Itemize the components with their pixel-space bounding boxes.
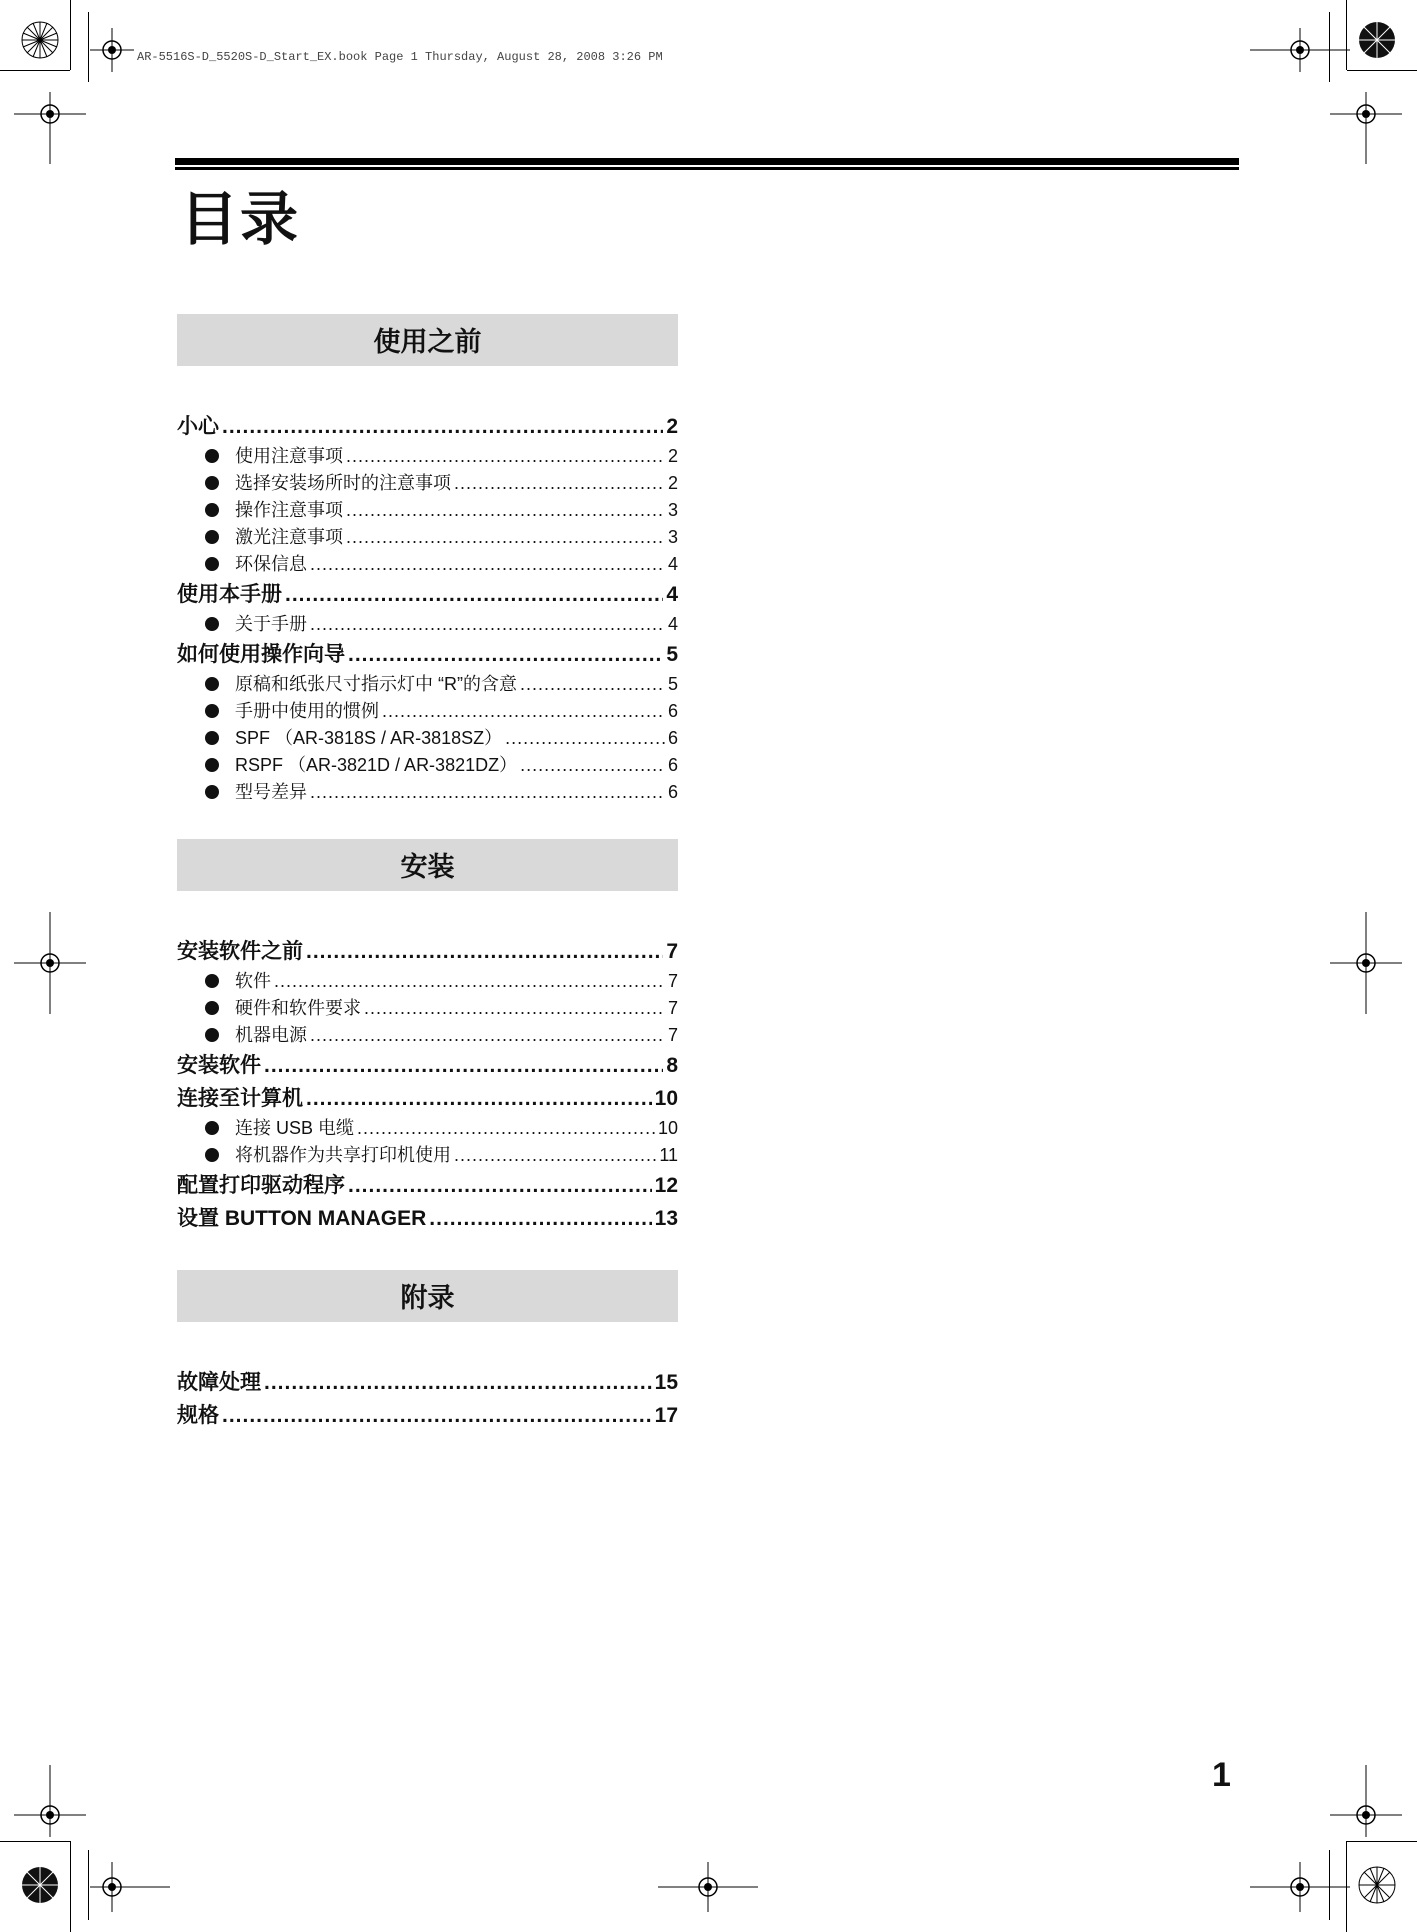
bullet-icon [205, 449, 219, 463]
entry-label: 连接 USB 电缆 [235, 1118, 355, 1138]
crosshair-icon [658, 1862, 758, 1912]
crosshair-icon [14, 1765, 86, 1837]
toc-section [177, 1270, 678, 1432]
bullet-icon [205, 1121, 219, 1135]
bullet-icon [205, 677, 219, 691]
dot-leader [429, 1202, 651, 1235]
entry-page: 15 [654, 1371, 678, 1394]
entry-label: 环保信息 [235, 554, 307, 574]
registration-target-icon [1357, 1865, 1397, 1905]
dot-leader [505, 725, 665, 752]
bullet-icon [205, 503, 219, 517]
toc-entry[interactable] [177, 1366, 678, 1399]
table-of-contents [177, 314, 678, 1432]
dot-leader [310, 1022, 665, 1049]
toc-entry[interactable] [177, 1202, 678, 1235]
dot-leader [264, 1366, 652, 1399]
section-heading: 使用之前 [177, 314, 678, 366]
dot-leader [310, 551, 665, 578]
dot-leader [310, 611, 665, 638]
entry-label: 设置 BUTTON MANAGER [177, 1207, 427, 1230]
dot-leader [348, 1169, 652, 1202]
bullet-icon [205, 731, 219, 745]
toc-entry[interactable] [177, 1082, 678, 1115]
entry-page: 6 [667, 701, 678, 721]
dot-leader [364, 995, 665, 1022]
toc-entry[interactable] [177, 779, 678, 806]
toc-entry[interactable] [177, 410, 678, 443]
dot-leader [454, 470, 665, 497]
toc-entry[interactable] [177, 1399, 678, 1432]
entry-label: 将机器作为共享打印机使用 [235, 1145, 451, 1165]
entry-page: 8 [666, 1054, 678, 1077]
entry-page: 7 [666, 940, 678, 963]
title-rule-thin [175, 167, 1239, 170]
dot-leader [520, 671, 665, 698]
bullet-icon [205, 1148, 219, 1162]
toc-entry[interactable] [177, 1049, 678, 1082]
bullet-icon [205, 557, 219, 571]
entry-label: 激光注意事项 [235, 527, 343, 547]
crosshair-icon [14, 912, 86, 1014]
entry-page: 11 [659, 1145, 678, 1165]
entry-page: 4 [666, 583, 678, 606]
bullet-icon [205, 617, 219, 631]
dot-leader [285, 578, 663, 611]
title-rule-thick [175, 158, 1239, 165]
dot-leader [382, 698, 665, 725]
toc-entry[interactable] [177, 578, 678, 611]
dot-leader [222, 1399, 652, 1432]
dot-leader [306, 935, 663, 968]
section-entries [177, 366, 678, 806]
toc-entry[interactable] [177, 1022, 678, 1049]
entry-label: 型号差异 [235, 782, 307, 802]
registration-target-icon [1357, 20, 1397, 60]
section-heading: 安装 [177, 839, 678, 891]
dot-leader [306, 1082, 652, 1115]
entry-label: 如何使用操作向导 [177, 643, 345, 666]
toc-entry[interactable] [177, 1115, 678, 1142]
entry-page: 7 [667, 998, 678, 1018]
crosshair-icon [1330, 912, 1402, 1014]
entry-page: 4 [667, 554, 678, 574]
section-entries [177, 891, 678, 1235]
toc-entry[interactable] [177, 725, 678, 752]
entry-page: 6 [667, 755, 678, 775]
toc-entry[interactable] [177, 497, 678, 524]
entry-page: 6 [667, 728, 678, 748]
toc-entry[interactable] [177, 638, 678, 671]
toc-entry[interactable] [177, 935, 678, 968]
toc-entry[interactable] [177, 968, 678, 995]
entry-label: RSPF （AR-3821D / AR-3821DZ） [235, 755, 518, 775]
toc-entry[interactable] [177, 698, 678, 725]
bullet-icon [205, 758, 219, 772]
entry-label: 使用注意事项 [235, 446, 343, 466]
crosshair-icon [1330, 92, 1402, 164]
dot-leader [348, 638, 663, 671]
toc-entry[interactable] [177, 524, 678, 551]
entry-label: 规格 [177, 1404, 219, 1427]
entry-label: 连接至计算机 [177, 1087, 303, 1110]
crosshair-icon [90, 1862, 170, 1912]
registration-target-icon [20, 20, 60, 60]
entry-page: 4 [667, 614, 678, 634]
entry-page: 2 [667, 473, 678, 493]
entry-label: 硬件和软件要求 [235, 998, 361, 1018]
toc-entry[interactable] [177, 470, 678, 497]
entry-page: 5 [666, 643, 678, 666]
bullet-icon [205, 1028, 219, 1042]
entry-label: 安装软件之前 [177, 940, 303, 963]
entry-label: 软件 [235, 971, 271, 991]
section-entries [177, 1322, 678, 1432]
crosshair-icon [14, 92, 86, 164]
entry-page: 2 [667, 446, 678, 466]
entry-label: 安装软件 [177, 1054, 261, 1077]
entry-page: 13 [654, 1207, 678, 1230]
bullet-icon [205, 704, 219, 718]
toc-entry[interactable] [177, 1169, 678, 1202]
section-heading: 附录 [177, 1270, 678, 1322]
page-number: 1 [1212, 1756, 1231, 1794]
registration-target-icon [20, 1865, 60, 1905]
toc-entry[interactable] [177, 995, 678, 1022]
dot-leader [274, 968, 665, 995]
dot-leader [310, 779, 665, 806]
entry-label: 机器电源 [235, 1025, 307, 1045]
entry-label: 配置打印驱动程序 [177, 1174, 345, 1197]
toc-entry[interactable] [177, 611, 678, 638]
toc-entry[interactable] [177, 1142, 678, 1169]
crosshair-icon [1250, 28, 1350, 72]
crosshair-icon [1250, 1862, 1350, 1912]
bullet-icon [205, 476, 219, 490]
entry-page: 3 [667, 500, 678, 520]
toc-section [177, 839, 678, 1235]
entry-label: 选择安装场所时的注意事项 [235, 473, 451, 493]
entry-page: 10 [657, 1118, 678, 1138]
crosshair-icon [90, 28, 134, 72]
entry-label: 使用本手册 [177, 583, 282, 606]
toc-section [177, 314, 678, 806]
bullet-icon [205, 974, 219, 988]
entry-page: 5 [667, 674, 678, 694]
entry-label: 故障处理 [177, 1371, 261, 1394]
toc-entry[interactable] [177, 752, 678, 779]
bullet-icon [205, 1001, 219, 1015]
dot-leader [520, 752, 665, 779]
toc-entry[interactable] [177, 443, 678, 470]
dot-leader [346, 524, 665, 551]
entry-label: 小心 [177, 415, 219, 438]
entry-page: 3 [667, 527, 678, 547]
dot-leader [264, 1049, 663, 1082]
dot-leader [346, 443, 665, 470]
entry-label: 关于手册 [235, 614, 307, 634]
entry-label: 操作注意事项 [235, 500, 343, 520]
page-title: 目录 [180, 187, 301, 252]
entry-label: SPF （AR-3818S / AR-3818SZ） [235, 728, 503, 748]
entry-page: 17 [654, 1404, 678, 1427]
entry-label: 手册中使用的惯例 [235, 701, 379, 721]
entry-page: 7 [667, 1025, 678, 1045]
entry-label: 原稿和纸张尺寸指示灯中 “R”的含意 [235, 674, 517, 694]
dot-leader [222, 410, 663, 443]
entry-page: 7 [667, 971, 678, 991]
bullet-icon [205, 785, 219, 799]
entry-page: 12 [654, 1174, 678, 1197]
book-header-line: AR-5516S-D_5520S-D_Start_EX.book Page 1 Thursday, August 28, 2008 3:26 PM [137, 50, 663, 64]
dot-leader [454, 1142, 656, 1169]
toc-entry[interactable] [177, 551, 678, 578]
entry-page: 2 [666, 415, 678, 438]
bullet-icon [205, 530, 219, 544]
dot-leader [346, 497, 665, 524]
toc-entry[interactable] [177, 671, 678, 698]
entry-page: 10 [654, 1087, 678, 1110]
dot-leader [357, 1115, 655, 1142]
entry-page: 6 [667, 782, 678, 802]
crosshair-icon [1330, 1765, 1402, 1837]
